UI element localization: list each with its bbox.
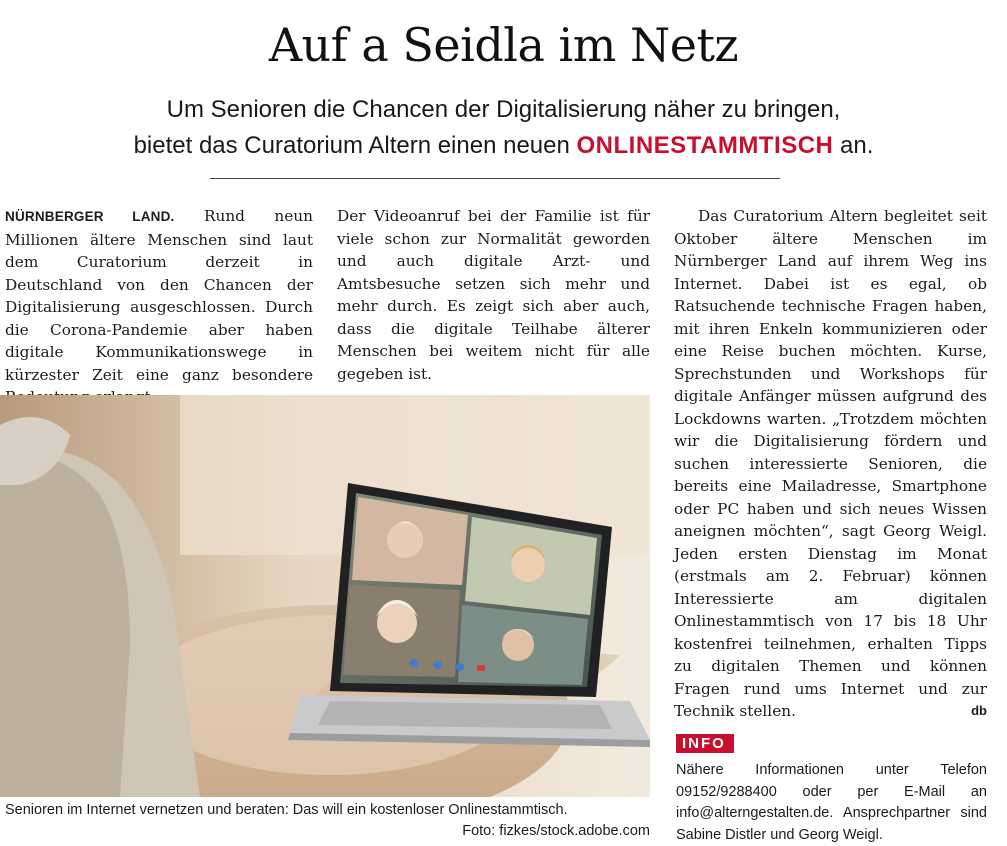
video-call-photo-illustration (0, 395, 650, 797)
paragraph-text: Der Videoanruf bei der Familie ist für viele schon zur Normalität geworden und auch digitale Arzt- und Amtsbesuche setzen sich mehr und mehr durch. Es zeigt sich aber auch, dass die digitale Teilhabe älterer Menschen bei weitem nicht für alle gegeben ist. (337, 207, 650, 383)
paragraph-intro (5, 205, 313, 409)
photo-caption: Senioren im Internet vernetzen und beraten: Das will ein kostenloser Onlinestammtisch. (5, 802, 568, 818)
info-badge: INFO (676, 734, 734, 753)
info-box-text: Nähere Informationen unter Telefon 09152/9288400 oder per E-Mail an info@alterngestalten.de. Ansprechpartner sind Sabine Distler und Georg Weigl. (676, 762, 987, 843)
headline: Auf a Seidla im Netz (268, 18, 739, 72)
subhead-line-2-end: an. (833, 132, 874, 159)
article-column-2 (337, 205, 650, 385)
subhead-line-2-start: bietet das Curatorium Altern einen neuen (133, 132, 577, 159)
subheadline (0, 92, 1007, 164)
subhead-highlight: ONLINESTAMMTISCH (576, 132, 834, 159)
article-column-3 (674, 205, 987, 723)
dateline: NÜRNBERGER LAND. (5, 209, 175, 224)
article-photo (0, 395, 650, 797)
paragraph-main (674, 205, 987, 723)
paragraph-text: Das Curatorium Altern begleitet seit Oktober ältere Menschen im Nürnberger Land auf ihrem Weg ins Internet. Dabei ist es egal, ob Ratsuchende technische Fragen haben, mit ihren Enkeln kommunizieren oder eine Reise buchen möchten. Kurse, Sprechstunden und Workshops für digitale Anfänger müssen aufgrund des Lockdowns warten. „Trotzdem möchten wir die Digitalisierung fördern und suchen interessierte Senioren, die bereits eine Mailadresse, Smartphone oder PC haben und sich neues Wissen aneignen möchten“, sagt Georg Weigl. Jeden ersten Dienstag im Monat (erstmals am 2. Februar) können Interessierte am digitalen Onlinestammtisch von 17 bis 18 Uhr kostenfrei teilnehmen, erhalten Tipps zu digitalen Themen und können Fragen rund ums Internet und zur Technik stellen. (674, 207, 987, 720)
author-signature: db (971, 703, 987, 718)
paragraph-text: Rund neun Millionen ältere Menschen sind laut dem Curatorium derzeit in Deutschland von den Chancen der Digitalisierung ausgeschlossen. Durch die Corona-Pandemie aber haben digitale Kommunikationswege in kürzester Zeit eine ganz besondere (5, 207, 313, 384)
subhead-line-2 (0, 128, 1007, 164)
subhead-line-1: Um Senioren die Chancen der Digitalisierung näher zu bringen, (166, 96, 841, 123)
photo-credit: Foto: fizkes/stock.adobe.com (462, 823, 650, 839)
photo-caption-block (5, 800, 650, 842)
article-column-1 (5, 205, 313, 409)
headline-divider (210, 178, 780, 179)
